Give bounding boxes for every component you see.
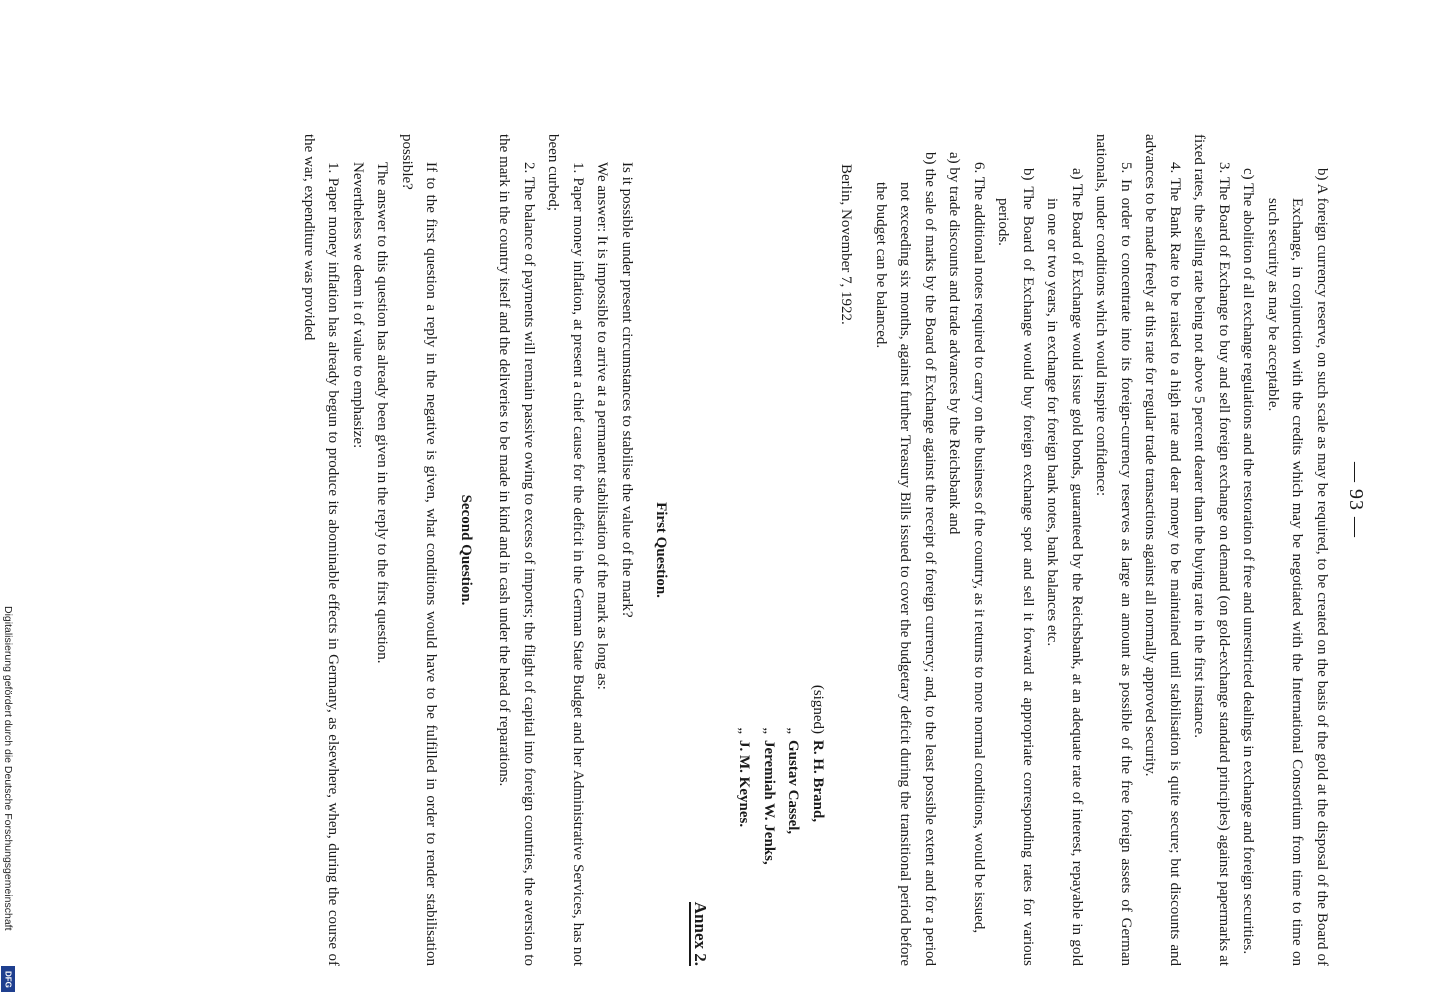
digitization-credit xyxy=(0,606,20,996)
paragraph-3-board-of-exchange: 3. The Board of Exchange to buy and sell foreign exchange on demand (on gold-exchange standard principles) against papermarks at fixed rates, the selling rate being not above 5 percent dearer than the buying rate in the first instance. xyxy=(1191,134,1232,966)
second-question-answer: The answer to this question has already been given in the reply to the first question. xyxy=(374,162,391,664)
dfg-logo-icon: DFG xyxy=(1,966,15,992)
signature-row xyxy=(757,634,782,966)
paragraph-5-concentrate: 5. In order to concentrate into its foreign-currency reserves as large an amount as possible of the free foreign assets of German nationals, under conditions which would inspire confidence: xyxy=(1093,134,1134,966)
annex-title xyxy=(688,134,713,966)
paragraph-6-additional-notes: 6. The additional notes required to carry on the business of the country, as it returns to more normal conditions, would be issued, xyxy=(971,162,987,934)
signatory-name: J. M. Keynes. xyxy=(736,740,753,828)
first-question-heading: First Question. xyxy=(653,502,670,598)
second-question-text: If to the first question a reply in the negative is given, what conditions would have to be fulfilled in order to render stabilisation possible? xyxy=(399,134,440,966)
paragraph-5b-forward: b) The Board of Exchange would buy foreign exchange spot and sell it forward at appropriate corresponding rates for various periods. xyxy=(995,168,1036,966)
signature-block xyxy=(732,634,830,966)
signature-row xyxy=(732,634,757,966)
ditto-mark: „ xyxy=(761,727,777,734)
second-question-heading: Second Question. xyxy=(458,494,474,606)
signatory-name: Gustav Cassel, xyxy=(785,740,802,835)
page-number: — 93 — xyxy=(1345,462,1367,538)
signatory-name: Jeremiah W. Jenks, xyxy=(761,740,777,865)
annex-title-text: Annex 2. xyxy=(691,901,710,966)
body-text xyxy=(297,134,1335,966)
paragraph-6a-trade-discounts: a) by trade discounts and trade advances by the Reichsbank and xyxy=(946,152,963,535)
first-question-point-2: 2. The balance of payments will remain passive owing to excess of imports; the flight of capital into foreign countries, the aversion to the mark in the country itself and the deliveries to be made in kind and in cash under the head of reparations. xyxy=(496,134,537,966)
paragraph-5a-gold-bonds: a) The Board of Exchange would issue gold bonds, guaranteed by the Reichsbank, at an adequate rate of interest, repayable in gold in one or two years, in exchange for foreign bank notes, bank balances etc. xyxy=(1044,168,1085,966)
paragraph-c-abolition: c) The abolition of all exchange regulations and the restoration of free and unrestricted dealings in exchange and foreign securities. xyxy=(1240,168,1257,955)
ditto-mark: „ xyxy=(736,727,753,734)
paragraph-b-foreign-reserve: b) A foreign currency reserve, on such scale as may be required, to be created on the basis of the gold at the disposal of the Board of Exchange, in conjunction with the credits which may be negotiated with the International Consortium from time to time on such security as may be acceptable. xyxy=(1265,168,1330,966)
second-question-emphasis: Nevertheless we deem it of value to emphasize: xyxy=(350,162,366,449)
ditto-mark: „ xyxy=(785,727,802,734)
second-question-point-1: 1. Paper money inflation has already begun to produce its abominable effects in Germany, as elsewhere, when, during the course of the war, expenditure was provided xyxy=(301,134,342,966)
paragraph-4-bank-rate: 4. The Bank Rate to be raised to a high rate and dear money to be maintained until stabilisation is quite secure; but discounts and advances to be made freely at this rate for regular trade transactions against all normally approved security. xyxy=(1142,134,1183,966)
first-question-text: Is it possible under present circumstances to stabilise the value of the mark? xyxy=(619,162,635,618)
signature-row xyxy=(781,634,806,966)
place-date: Berlin, November 7, 1922. xyxy=(838,164,855,325)
paragraph-6b-sale-of-marks: b) the sale of marks by the Board of Exchange against the receipt of foreign currency; and, to the least possible extent and for a period not exceeding six months, against further Treasury Bills issued to cover the budgetary deficit during the transitional period before the budget can be balanced. xyxy=(873,152,938,966)
first-question-answer: We answer: It is impossible to arrive at a permanent stabilisation of the mark as long as: xyxy=(594,162,611,690)
signed-prefix: (signed) xyxy=(810,684,826,734)
signatory-name: R. H. Brand, xyxy=(810,740,826,823)
signature-row xyxy=(806,634,831,966)
credit-line: Digitalisierung gefördert durch die Deutsche Forschungsgemeinschaft xyxy=(2,606,14,931)
first-question-point-1: 1. Paper money inflation, at present a chief cause for the deficit in the German State Budget and her Administrative Services, has not been curbed; xyxy=(545,134,586,966)
